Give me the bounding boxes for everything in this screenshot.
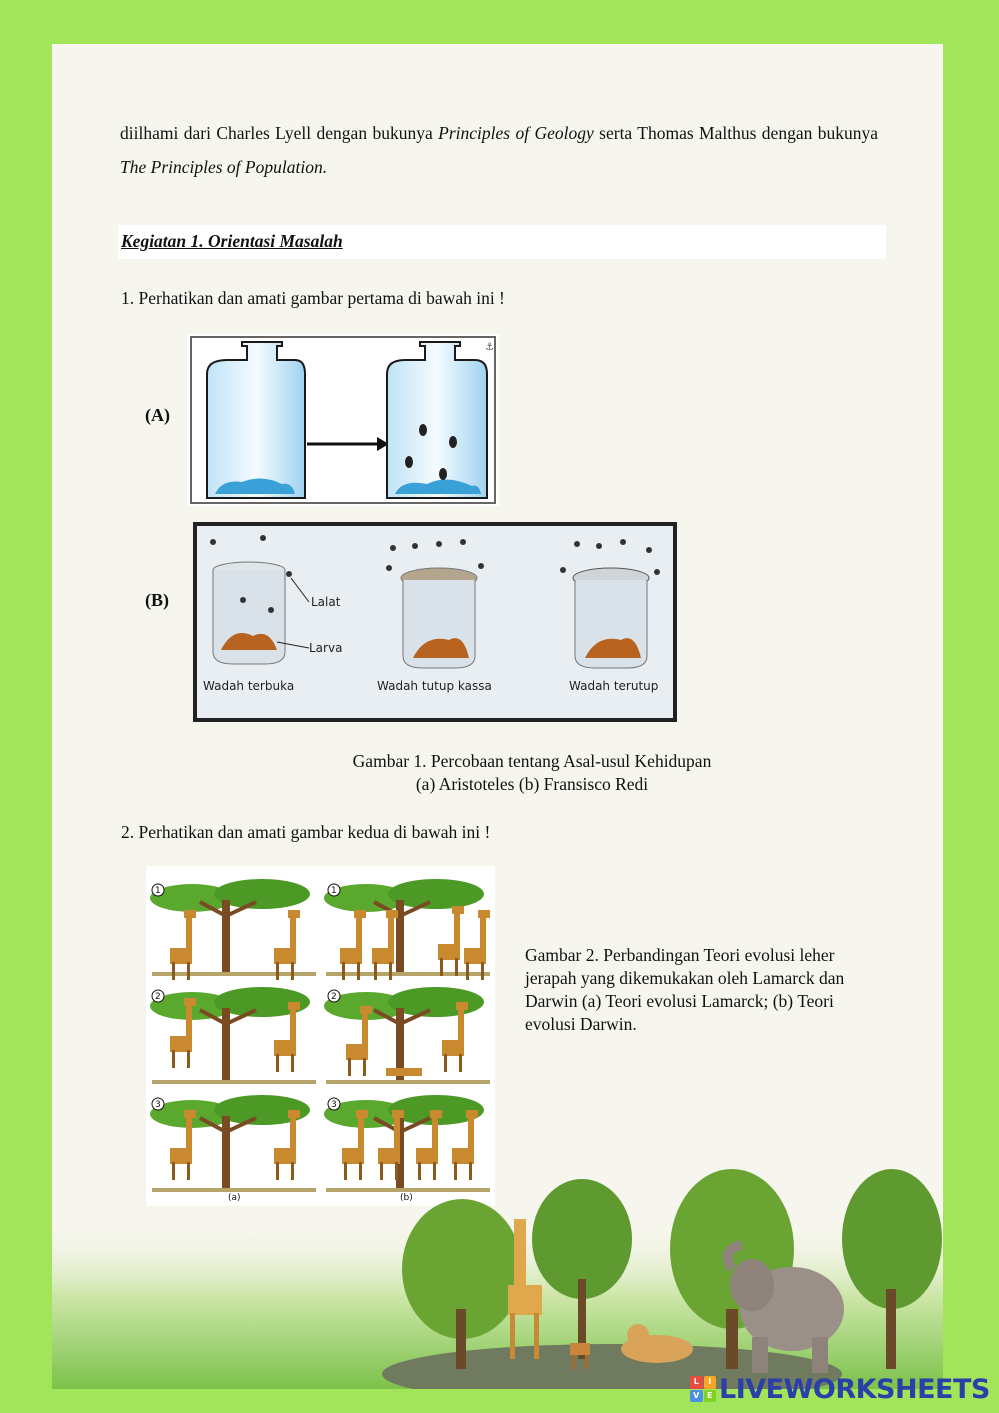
jar-with-flies	[387, 342, 487, 498]
panel-b-label: (b)	[400, 1193, 413, 1203]
label-gauze-container: Wadah tutup kassa	[377, 679, 492, 693]
worksheet-page	[52, 44, 943, 1389]
step-1-b: 1	[331, 886, 337, 896]
panel-a-label: (a)	[228, 1193, 241, 1203]
label-larva: Larva	[309, 641, 343, 655]
figure-aristotle-jars	[187, 334, 499, 506]
step-2-b: 2	[331, 992, 337, 1002]
jar-empty	[207, 342, 305, 498]
savanna-illustration	[52, 1159, 943, 1389]
book-title-population: The Principles of Population.	[120, 157, 328, 177]
liveworksheets-logo[interactable]	[690, 1374, 990, 1404]
label-b: (B)	[145, 590, 169, 610]
question-2: 2. Perhatikan dan amati gambar kedua di bawah ini !	[121, 822, 491, 842]
intro-paragraph: diilhami dari Charles Lyell dengan bukunya Principles of Geology serta Thomas Malthus dengan bukunya The Principles of Population.	[120, 123, 879, 177]
svg-text:⚓: ⚓	[485, 342, 494, 353]
step-2-a: 2	[155, 992, 161, 1002]
logo-icon: L I V E	[690, 1376, 716, 1402]
question-1: 1. Perhatikan dan amati gambar pertama di bawah ini !	[121, 288, 505, 308]
label-flies: Lalat	[311, 595, 341, 609]
figure-redi-jars	[193, 522, 677, 722]
step-3-a: 3	[155, 1100, 161, 1110]
step-1-a: 1	[155, 886, 161, 896]
label-closed-container: Wadah terutup	[569, 679, 659, 693]
step-3-b: 3	[331, 1100, 337, 1110]
label-open-container: Wadah terbuka	[203, 679, 295, 693]
figure-1-caption: Gambar 1. Percobaan tentang Asal-usul Kehidupan (a) Aristoteles (b) Fransisco Redi	[352, 751, 712, 794]
activity-heading: Kegiatan 1. Orientasi Masalah	[121, 231, 343, 251]
tree-icon	[842, 1169, 942, 1309]
figure-2-caption: Gambar 2. Perbandingan Teori evolusi leher jerapah yang dikemukakan oleh Lamarck dan Darwin (a) Teori evolusi Lamarck; (b) Teori evolusi Darwin.	[525, 945, 845, 1034]
label-a: (A)	[145, 405, 170, 425]
logo-text: LIVEWORKSHEETS	[719, 1373, 990, 1405]
figure-giraffe-evolution	[146, 866, 495, 1206]
book-title-geology: Principles of Geology	[438, 123, 594, 143]
